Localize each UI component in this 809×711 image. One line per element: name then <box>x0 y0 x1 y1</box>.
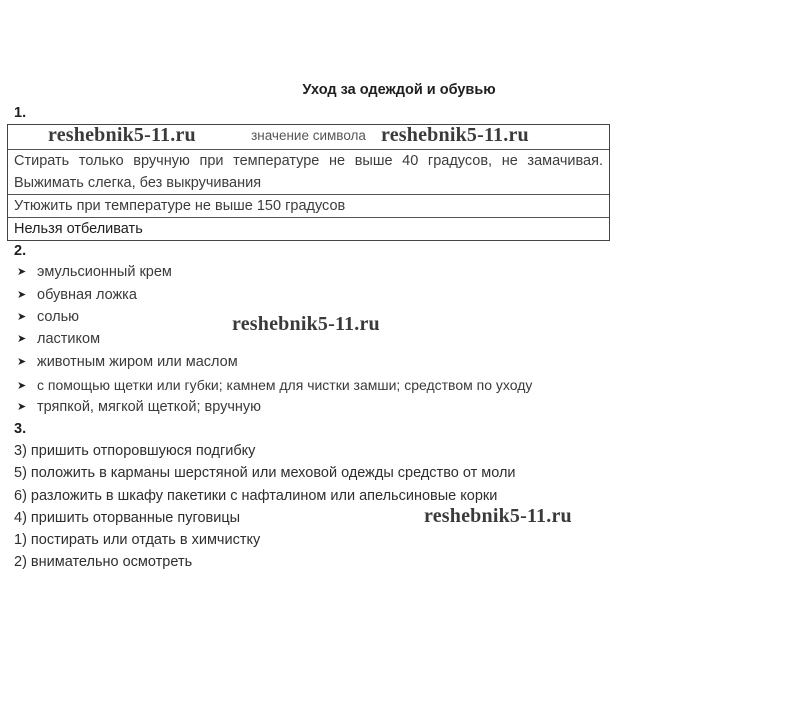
arrow-bullet-icon: ➤ <box>17 289 27 301</box>
table-row: Нельзя отбеливать <box>8 217 609 240</box>
list-item <box>17 377 532 393</box>
arrow-bullet-icon: ➤ <box>17 311 27 323</box>
section-2-number: 2. <box>14 243 27 259</box>
watermark: reshebnik5-11.ru <box>232 313 380 335</box>
table-header: значение символа <box>251 128 366 143</box>
list-item-text: эмульсионный крем <box>37 264 172 280</box>
section-1-number: 1. <box>14 105 27 121</box>
list-item: 5) положить в карманы шерстяной или меховой одежды средство от моли <box>14 465 516 481</box>
list-item: 4) пришить оторванные пуговицы <box>14 510 241 526</box>
list-item: 2) внимательно осмотреть <box>14 554 193 570</box>
arrow-bullet-icon: ➤ <box>17 401 27 413</box>
list-item-text: обувная ложка <box>37 287 137 303</box>
arrow-bullet-icon: ➤ <box>17 380 27 392</box>
arrow-bullet-icon: ➤ <box>17 266 27 278</box>
list-item <box>17 264 172 280</box>
list-item: 6) разложить в шкафу пакетики с нафталином или апельсиновые корки <box>14 488 498 504</box>
list-item: 3) пришить отпоровшуюся подгибку <box>14 443 256 459</box>
list-item-text: тряпкой, мягкой щеткой; вручную <box>37 399 262 415</box>
page-title: Уход за одеждой и обувью <box>302 82 496 98</box>
watermark: reshebnik5-11.ru <box>381 124 529 146</box>
watermark: reshebnik5-11.ru <box>424 505 572 527</box>
arrow-bullet-icon: ➤ <box>17 356 27 368</box>
list-item-text: с помощью щетки или губки; камнем для чистки замши; средством по уходу <box>37 377 533 393</box>
list-item <box>17 309 79 325</box>
list-item-text: ластиком <box>37 331 101 347</box>
table-row: Стирать только вручную при температуре не выше 40 градусов, не замачивая. Выжимать слегка, без выкручивания <box>8 149 609 194</box>
list-item <box>17 331 100 347</box>
list-item <box>17 354 238 370</box>
arrow-bullet-icon: ➤ <box>17 333 27 345</box>
watermark: reshebnik5-11.ru <box>48 124 196 146</box>
list-item <box>17 399 261 415</box>
table-row: Утюжить при температуре не выше 150 градусов <box>8 194 609 217</box>
list-item-text: животным жиром или маслом <box>37 354 238 370</box>
list-item <box>17 287 137 303</box>
section-3-number: 3. <box>14 421 27 437</box>
list-item: 1) постирать или отдать в химчистку <box>14 532 261 548</box>
list-item-text: солью <box>37 309 80 325</box>
